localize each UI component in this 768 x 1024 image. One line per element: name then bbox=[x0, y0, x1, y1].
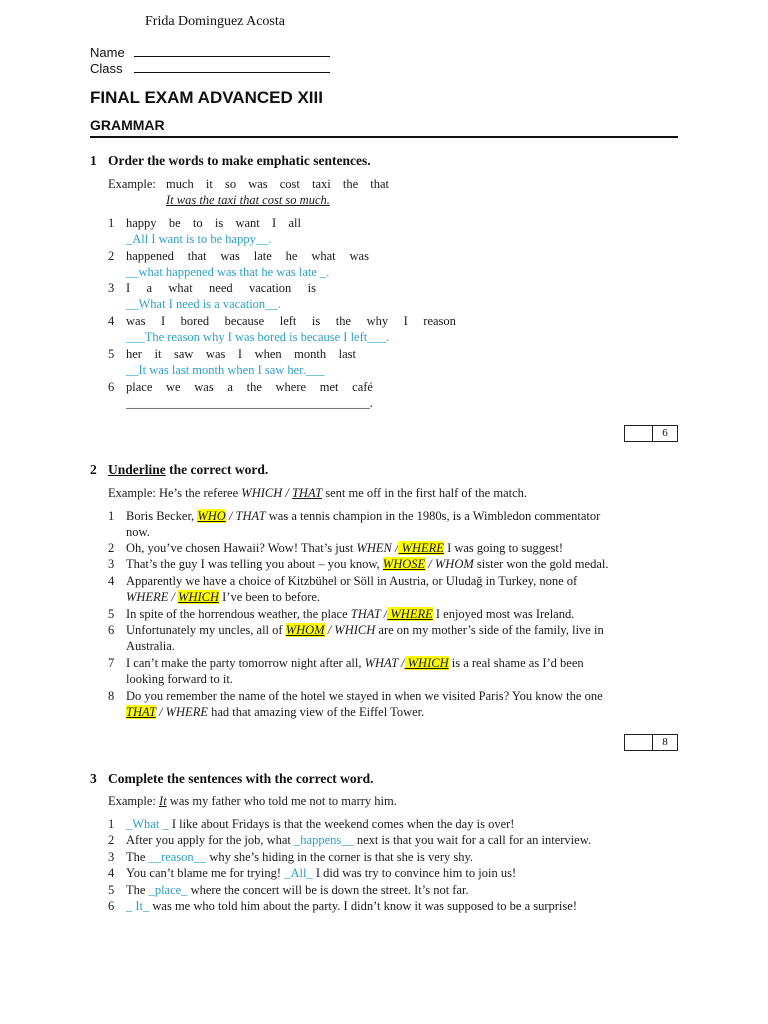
s2-item-6 bbox=[108, 623, 604, 638]
s3-item-1 bbox=[108, 817, 514, 832]
word-row bbox=[126, 314, 456, 329]
word: café bbox=[352, 380, 373, 394]
word: last bbox=[338, 347, 356, 361]
s1-example-label: Example: bbox=[108, 177, 156, 191]
word: vacation bbox=[248, 281, 292, 295]
section-3-instruction: Complete the sentences with the correct word. bbox=[108, 771, 374, 786]
word: to bbox=[192, 216, 203, 230]
word-row bbox=[126, 249, 369, 264]
item-number: 7 bbox=[108, 656, 115, 670]
item-number: 5 bbox=[108, 607, 115, 621]
word: happened bbox=[126, 249, 174, 263]
word: reason bbox=[423, 314, 456, 328]
s2-item-1-cont bbox=[126, 525, 150, 540]
page-title: FINAL EXAM ADVANCED XIII bbox=[90, 88, 323, 107]
item-number: 4 bbox=[108, 866, 115, 881]
item-text-end: I was going to suggest! bbox=[443, 541, 564, 555]
choice-a: WHOM bbox=[285, 623, 325, 637]
word: be bbox=[168, 216, 181, 230]
s1-score: 6 bbox=[652, 426, 677, 441]
word: bored bbox=[180, 314, 210, 328]
item-text-end: sister won the gold medal. bbox=[473, 557, 609, 571]
word: late bbox=[253, 249, 272, 263]
item-text-cont: now. bbox=[126, 525, 150, 539]
s2-example-that: THAT bbox=[291, 486, 323, 500]
item-number: 4 bbox=[108, 314, 115, 328]
item-text-end: next is that you wait for a call for an interview. bbox=[353, 833, 592, 848]
word: I bbox=[126, 281, 131, 295]
name-label: Name bbox=[90, 45, 125, 60]
answer-text: _All I want is to be happy__. bbox=[126, 232, 272, 246]
word: so bbox=[224, 177, 237, 191]
word: the bbox=[342, 177, 359, 191]
item-number: 2 bbox=[108, 249, 115, 263]
word: taxi bbox=[312, 177, 331, 191]
word: left bbox=[279, 314, 297, 328]
word: the bbox=[246, 380, 262, 394]
item-text: You can’t blame me for trying! bbox=[126, 866, 285, 881]
word: a bbox=[146, 281, 153, 295]
choice-b: WHICH bbox=[178, 590, 220, 604]
section-2-number: 2 bbox=[90, 462, 97, 477]
choice-a: WHOSE bbox=[382, 557, 426, 571]
choice-a: THAT bbox=[126, 705, 156, 719]
section-3-number: 3 bbox=[90, 771, 97, 786]
word-row bbox=[126, 281, 316, 296]
class-blank bbox=[134, 61, 330, 73]
word: it bbox=[154, 347, 162, 361]
word: where bbox=[275, 380, 307, 394]
word: was bbox=[126, 314, 146, 328]
answer-text: _place_ bbox=[148, 882, 188, 897]
answer-text: _______________________________________. bbox=[126, 396, 373, 410]
item-number: 1 bbox=[108, 817, 115, 831]
s1-example-answer-text: It was the taxi that cost so much. bbox=[166, 193, 330, 207]
word: we bbox=[166, 380, 181, 394]
s3-item-4 bbox=[108, 866, 516, 881]
answer-text: __It was last month when I saw her.___ bbox=[126, 363, 325, 377]
answer-text: _What _ bbox=[126, 817, 169, 831]
s2-score: 8 bbox=[652, 735, 677, 750]
s1-item-3-answer bbox=[126, 297, 281, 312]
item-text: Unfortunately my uncles, all of bbox=[126, 623, 286, 637]
answer-text: __reason__ bbox=[148, 849, 207, 864]
s3-item-5 bbox=[108, 883, 469, 898]
s2-item-7 bbox=[108, 656, 584, 671]
class-label: Class bbox=[90, 61, 123, 76]
item-text: I can’t make the party tomorrow night after all, bbox=[126, 656, 365, 670]
s1-score-box bbox=[624, 425, 678, 442]
word-row bbox=[126, 380, 373, 395]
choice-a: WHAT / bbox=[364, 656, 405, 670]
s2-example-label: Example: bbox=[108, 486, 156, 500]
s2-example bbox=[108, 486, 527, 501]
word: is bbox=[311, 314, 321, 328]
word: because bbox=[224, 314, 265, 328]
item-text-end: why she’s hiding in the corner is that she is very shy. bbox=[206, 849, 474, 864]
section-title: GRAMMAR bbox=[90, 117, 165, 133]
answer-text: _ It_ bbox=[126, 899, 150, 913]
word: a bbox=[227, 380, 233, 394]
s1-item-5 bbox=[108, 347, 356, 362]
item-number: 6 bbox=[108, 380, 115, 394]
section-3-heading bbox=[90, 771, 374, 787]
word: it bbox=[205, 177, 213, 191]
word: saw bbox=[173, 347, 194, 361]
s2-score-box bbox=[624, 734, 678, 751]
answer-text: __what happened was that he was late _. bbox=[126, 265, 330, 279]
word: cost bbox=[279, 177, 300, 191]
s1-example bbox=[108, 177, 389, 192]
word: that bbox=[187, 249, 207, 263]
item-text-end: is a real shame as I’d been bbox=[448, 656, 584, 670]
section-2-heading bbox=[90, 462, 268, 478]
answer-text: _happens__ bbox=[294, 833, 354, 848]
word: he bbox=[285, 249, 298, 263]
item-number: 4 bbox=[108, 574, 115, 588]
word: is bbox=[214, 216, 224, 230]
s1-item-3 bbox=[108, 281, 316, 296]
s3-example-text: was my father who told me not to marry him. bbox=[166, 794, 397, 808]
s3-example-label: Example: bbox=[108, 794, 156, 808]
choice-b: / WHOM bbox=[425, 557, 474, 571]
item-text-end: was me who told him about the party. I didn’t know it was supposed to be a surprise! bbox=[149, 899, 577, 913]
choice-a: WHEN / bbox=[356, 541, 399, 555]
word: the bbox=[335, 314, 352, 328]
section-1-number: 1 bbox=[90, 153, 97, 168]
item-number: 1 bbox=[108, 216, 115, 230]
s3-example bbox=[108, 794, 397, 809]
item-text-end: I enjoyed most was Ireland. bbox=[432, 607, 575, 621]
item-text-end: I’ve been to before. bbox=[219, 590, 321, 604]
s2-item-4-cont bbox=[126, 590, 320, 605]
s3-item-2 bbox=[108, 833, 591, 848]
item-text-end: are on my mother’s side of the family, live in bbox=[375, 623, 604, 637]
word: was bbox=[220, 249, 240, 263]
item-number: 3 bbox=[108, 557, 115, 571]
s2-example-which: WHICH bbox=[241, 486, 283, 500]
s1-item-4 bbox=[108, 314, 456, 329]
word: her bbox=[126, 347, 142, 361]
word: need bbox=[209, 281, 233, 295]
section-2-instruction: the correct word. bbox=[165, 462, 269, 477]
word: was bbox=[248, 177, 268, 191]
item-text: The bbox=[126, 882, 149, 897]
choice-a: WHERE / bbox=[126, 590, 179, 604]
s2-item-8 bbox=[108, 689, 603, 704]
s3-item-6 bbox=[108, 899, 577, 914]
item-number: 2 bbox=[108, 541, 115, 555]
section-1-instruction: Order the words to make emphatic sentences. bbox=[108, 153, 371, 168]
name-line bbox=[90, 45, 330, 60]
word: place bbox=[126, 380, 153, 394]
word: I bbox=[403, 314, 408, 328]
answer-text: __What I need is a vacation__. bbox=[126, 297, 281, 311]
word: month bbox=[294, 347, 327, 361]
title-rule bbox=[90, 136, 678, 138]
s2-item-3 bbox=[108, 557, 608, 572]
s1-item-1 bbox=[108, 216, 301, 231]
item-text: Boris Becker, bbox=[126, 509, 198, 523]
word: I bbox=[160, 314, 166, 328]
word: what bbox=[311, 249, 336, 263]
choice-a: WHO bbox=[197, 509, 226, 523]
item-number: 5 bbox=[108, 882, 115, 897]
item-text: Oh, you’ve chosen Hawaii? Wow! That’s just bbox=[126, 541, 357, 555]
item-text-end: where the concert will be is down the street. It’s not far. bbox=[187, 882, 469, 897]
item-number: 3 bbox=[108, 281, 115, 295]
word: I bbox=[237, 347, 243, 361]
item-number: 1 bbox=[108, 509, 115, 523]
s2-item-1 bbox=[108, 509, 600, 524]
item-number: 2 bbox=[108, 833, 115, 848]
section-2-underline-word: Underline bbox=[108, 462, 166, 477]
word: happy bbox=[126, 216, 157, 230]
choice-b: WHERE bbox=[398, 541, 444, 555]
item-number: 5 bbox=[108, 347, 115, 361]
item-number: 3 bbox=[108, 849, 115, 864]
word: when bbox=[254, 347, 282, 361]
choice-b: / THAT bbox=[225, 509, 266, 523]
class-line bbox=[90, 61, 330, 76]
s2-item-6-cont bbox=[126, 639, 175, 654]
item-text: That’s the guy I was telling you about – you know, bbox=[126, 557, 383, 571]
s1-item-2 bbox=[108, 249, 369, 264]
s2-example-slash: / bbox=[282, 486, 292, 500]
choice-b: WHICH bbox=[404, 656, 449, 670]
item-text: The bbox=[126, 849, 149, 864]
item-text-cont: Australia. bbox=[126, 639, 175, 653]
item-text-end: had that amazing view of the Eiffel Tower. bbox=[207, 705, 425, 719]
s3-item-3 bbox=[108, 850, 473, 865]
section-1-heading bbox=[90, 153, 371, 169]
item-text: Do you remember the name of the hotel we stayed in when we visited Paris? You know the one bbox=[126, 689, 603, 703]
item-text-end: I did was try to convince him to join us! bbox=[312, 866, 517, 881]
word: all bbox=[288, 216, 301, 230]
word: is bbox=[307, 281, 316, 295]
word-row bbox=[126, 347, 356, 362]
s2-example-text-a: He’s the referee bbox=[159, 486, 242, 500]
s3-example-it: It bbox=[159, 794, 167, 808]
s1-item-2-answer bbox=[126, 265, 329, 280]
choice-b: WHERE bbox=[387, 607, 433, 621]
word: what bbox=[168, 281, 193, 295]
item-text: After you apply for the job, what bbox=[126, 833, 295, 848]
word: that bbox=[370, 177, 389, 191]
s1-item-5-answer bbox=[126, 363, 325, 378]
name-blank bbox=[134, 45, 330, 57]
word-row bbox=[166, 177, 389, 192]
word: was bbox=[205, 347, 226, 361]
s2-item-2 bbox=[108, 541, 563, 556]
s1-item-4-answer bbox=[126, 330, 389, 345]
item-number: 8 bbox=[108, 689, 115, 703]
item-number: 6 bbox=[108, 899, 115, 913]
s2-item-8-cont bbox=[126, 705, 424, 720]
s2-item-5 bbox=[108, 607, 574, 622]
answer-text: _All_ bbox=[284, 866, 313, 881]
s1-example-words bbox=[166, 177, 389, 191]
s1-item-6-answer bbox=[126, 396, 373, 411]
choice-b: / WHERE bbox=[155, 705, 208, 719]
item-text: Apparently we have a choice of Kitzbühel or Söll in Austria, or Uludağ in Turkey, none of bbox=[126, 574, 578, 588]
s2-item-4 bbox=[108, 574, 577, 589]
word: met bbox=[319, 380, 339, 394]
word-row bbox=[126, 216, 301, 231]
s1-example-answer bbox=[166, 193, 330, 208]
item-text-end: was a tennis champion in the 1980s, is a Wimbledon commentator bbox=[265, 509, 601, 523]
s2-item-7-cont bbox=[126, 672, 233, 687]
answer-text: ___The reason why I was bored is because I left___. bbox=[126, 330, 390, 344]
word: was bbox=[194, 380, 214, 394]
s2-example-text-b: sent me off in the first half of the match. bbox=[322, 486, 528, 500]
word: I bbox=[272, 216, 277, 230]
s1-item-6 bbox=[108, 380, 373, 395]
s1-item-1-answer bbox=[126, 232, 271, 247]
choice-b: / WHICH bbox=[324, 623, 376, 637]
word: want bbox=[235, 216, 260, 230]
item-number: 6 bbox=[108, 623, 115, 637]
word: much bbox=[166, 177, 194, 191]
choice-a: THAT / bbox=[350, 607, 388, 621]
word: was bbox=[349, 249, 369, 263]
word: why bbox=[366, 314, 389, 328]
item-text: In spite of the horrendous weather, the place bbox=[126, 607, 351, 621]
item-text-end: I like about Fridays is that the weekend comes when the day is over! bbox=[168, 817, 515, 831]
student-name: Frida Dominguez Acosta bbox=[145, 14, 285, 29]
item-text-cont: looking forward to it. bbox=[126, 672, 233, 686]
